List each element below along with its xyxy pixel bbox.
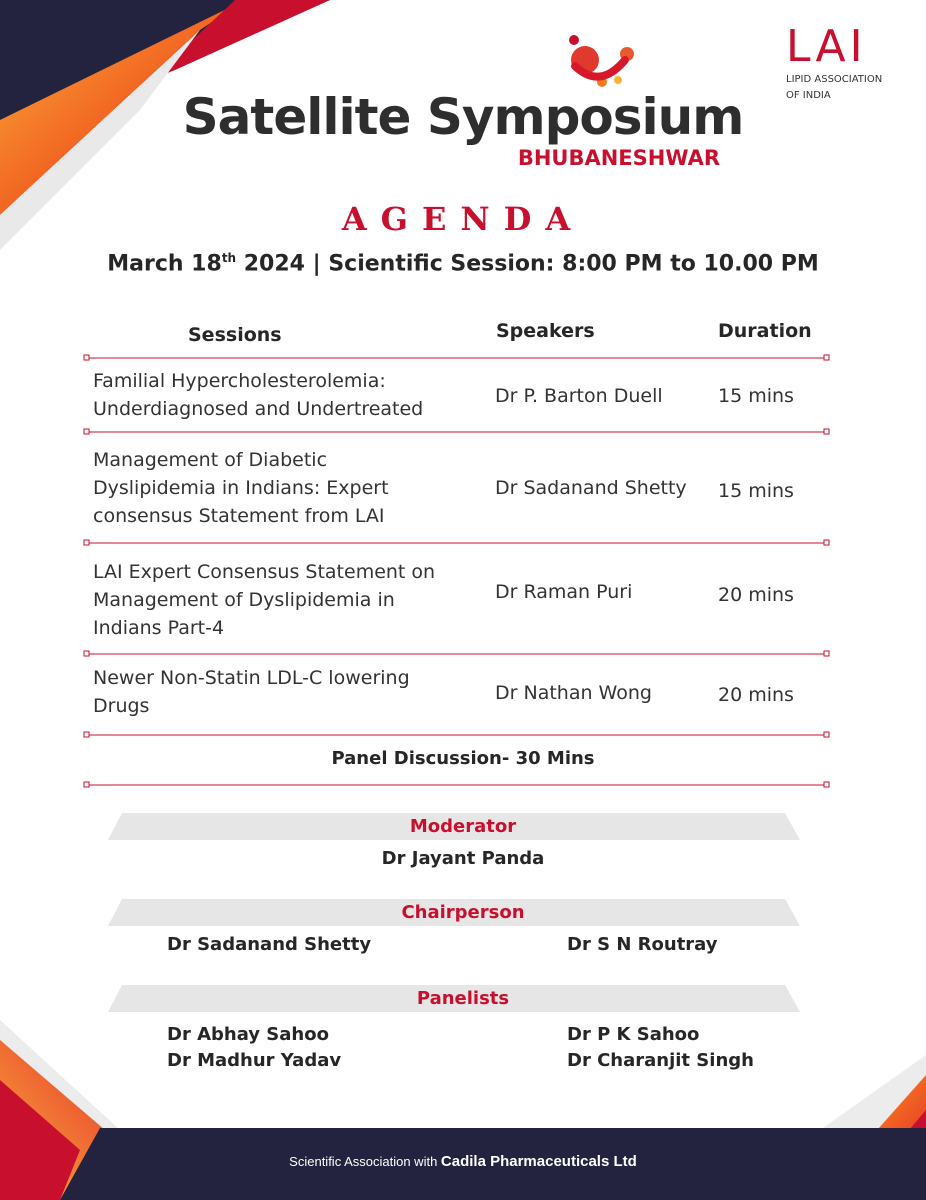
- chairperson-label: Chairperson: [401, 902, 525, 923]
- table-row-2-speaker: Dr Sadanand Shetty: [495, 477, 687, 499]
- panelist-name: Dr P K Sahoo: [567, 1024, 700, 1045]
- lai-logo-line1: LIPID ASSOCIATION: [786, 74, 883, 85]
- symposium-title: Satellite Symposium: [182, 88, 744, 146]
- moderator-label: Moderator: [409, 816, 517, 837]
- footer-prefix: Scientific Association with: [289, 1154, 441, 1169]
- table-row-3-speaker: Dr Raman Puri: [495, 581, 633, 603]
- panelists-label: Panelists: [416, 988, 510, 1009]
- footer-company: Cadila Pharmaceuticals Ltd: [440, 1153, 637, 1170]
- lai-logo-letters: LAI: [786, 21, 867, 72]
- panelists-right: [567, 1022, 754, 1074]
- panel-discussion: Panel Discussion- 30 Mins: [331, 748, 595, 769]
- table-row-1-speaker: Dr P. Barton Duell: [495, 385, 663, 407]
- session-date-line: [0, 251, 926, 276]
- chairperson-name-2: Dr S N Routray: [567, 934, 718, 955]
- table-row-4-session: Newer Non-Statin LDL-C lowering Drugs: [93, 667, 410, 717]
- footer-association: [0, 1153, 926, 1170]
- date-rest: 2024 | Scientific Session: 8:00 PM to 10.00 PM: [236, 251, 819, 277]
- molecule-logo: [569, 35, 634, 87]
- agenda-heading: AGENDA: [341, 200, 585, 238]
- header-speakers: Speakers: [496, 320, 595, 342]
- lai-logo: [786, 21, 896, 102]
- date-suffix: th: [221, 251, 237, 265]
- table-row-3-duration: 20 mins: [718, 584, 794, 606]
- date-month-day: March 18: [107, 251, 222, 277]
- table-row-2-session: Management of Diabetic Dyslipidemia in Indians: Expert consensus Statement from LAI: [93, 449, 389, 527]
- moderator-name: Dr Jayant Panda: [381, 848, 545, 869]
- table-row-4-speaker: Dr Nathan Wong: [495, 682, 652, 704]
- city-name: BHUBANESHWAR: [517, 146, 720, 170]
- table-row-4-duration: 20 mins: [718, 684, 794, 706]
- table-row-1-session: Familial Hypercholesterolemia: Underdiagnosed and Undertreated: [93, 370, 424, 420]
- panelist-name: Dr Madhur Yadav: [167, 1050, 342, 1071]
- table-row-3-session: LAI Expert Consensus Statement on Management of Dyslipidemia in Indians Part-4: [93, 561, 436, 639]
- chairperson-name-1: Dr Sadanand Shetty: [167, 934, 372, 955]
- lai-logo-line2: OF INDIA: [786, 90, 831, 101]
- panelist-name: Dr Charanjit Singh: [567, 1050, 754, 1071]
- header-duration: Duration: [718, 320, 812, 342]
- panelists-left: [167, 1022, 341, 1074]
- table-row-1-duration: 15 mins: [718, 385, 794, 407]
- panelist-name: Dr Abhay Sahoo: [167, 1024, 329, 1045]
- table-row-2-duration: 15 mins: [718, 480, 794, 502]
- header-sessions: Sessions: [188, 324, 282, 346]
